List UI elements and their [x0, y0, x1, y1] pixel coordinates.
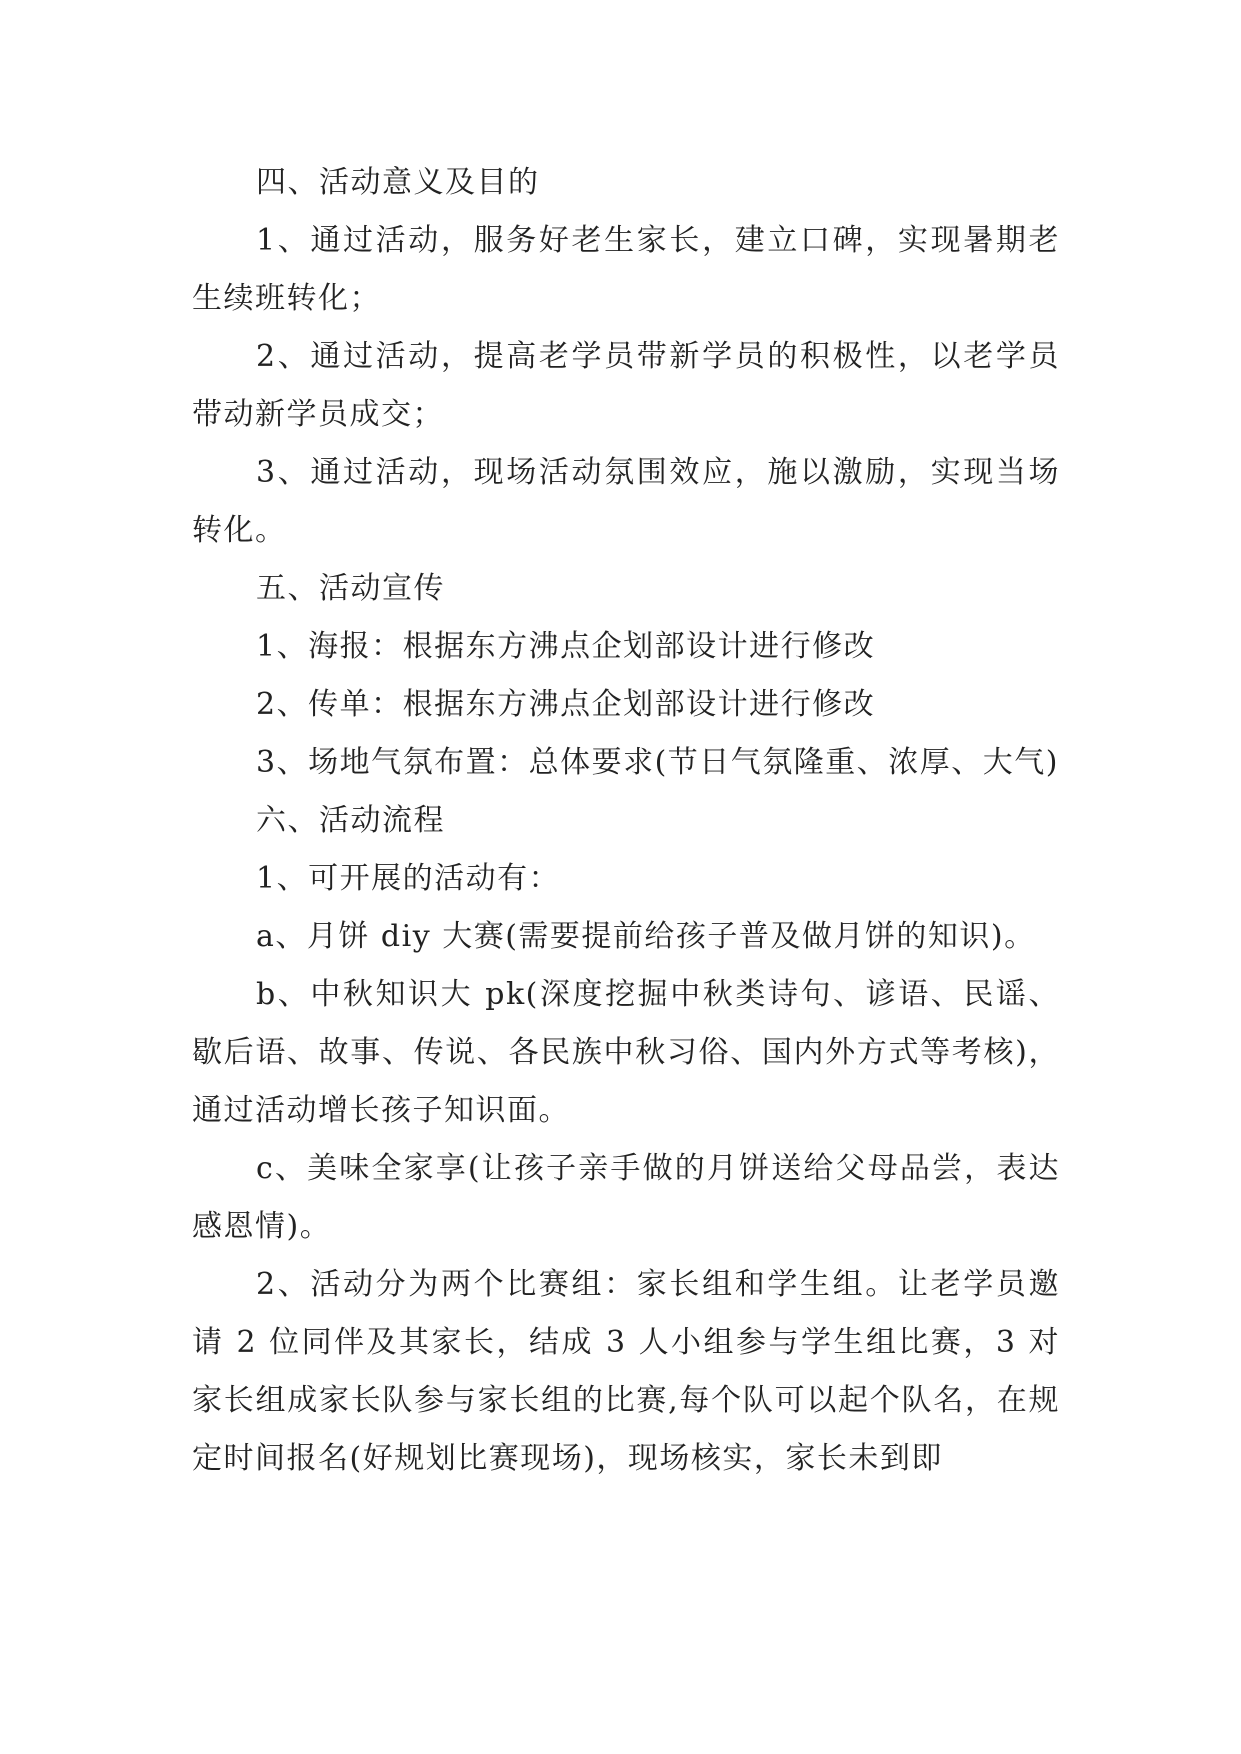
paragraph-purpose-2: 2、通过活动，提高老学员带新学员的积极性，以老学员带动新学员成交； [192, 339, 1060, 432]
paragraph-purpose-1: 1、通过活动，服务好老生家长，建立口碑，实现暑期老生续班转化； [192, 223, 1060, 316]
paragraph-process-activities: 1、可开展的活动有： [256, 861, 561, 896]
document-page [192, 154, 1060, 1488]
section-heading-purpose: 四、活动意义及目的 [256, 165, 540, 200]
paragraph-activity-b: b、中秋知识大 pk(深度挖掘中秋类诗句、谚语、民谣、歇后语、故事、传说、各民族中秋习俗、国内外方式等考核)，通过活动增长孩子知识面。 [192, 977, 1060, 1128]
paragraph-promotion-flyer: 2、传单：根据东方沸点企划部设计进行修改 [256, 687, 876, 722]
paragraph-activity-a: a、月饼 diy 大赛(需要提前给孩子普及做月饼的知识)。 [256, 919, 1036, 954]
paragraph-process-groups: 2、活动分为两个比赛组：家长组和学生组。让老学员邀请 2 位同伴及其家长，结成 3 人小组参与学生组比赛，3 对家长组成家长队参与家长组的比赛,每个队可以起个队名，在规定时间报名(好规划比赛现场)，现场核实，家长未到即 [192, 1267, 1060, 1476]
section-heading-process: 六、活动流程 [256, 803, 445, 838]
paragraph-promotion-venue: 3、场地气氛布置：总体要求(节日气氛隆重、浓厚、大气) [256, 745, 1059, 780]
paragraph-purpose-3: 3、通过活动，现场活动氛围效应，施以激励，实现当场转化。 [192, 455, 1060, 548]
paragraph-promotion-poster: 1、海报：根据东方沸点企划部设计进行修改 [256, 629, 876, 664]
section-heading-promotion: 五、活动宣传 [256, 571, 445, 606]
paragraph-activity-c: c、美味全家享(让孩子亲手做的月饼送给父母品尝，表达感恩情)。 [192, 1151, 1060, 1244]
